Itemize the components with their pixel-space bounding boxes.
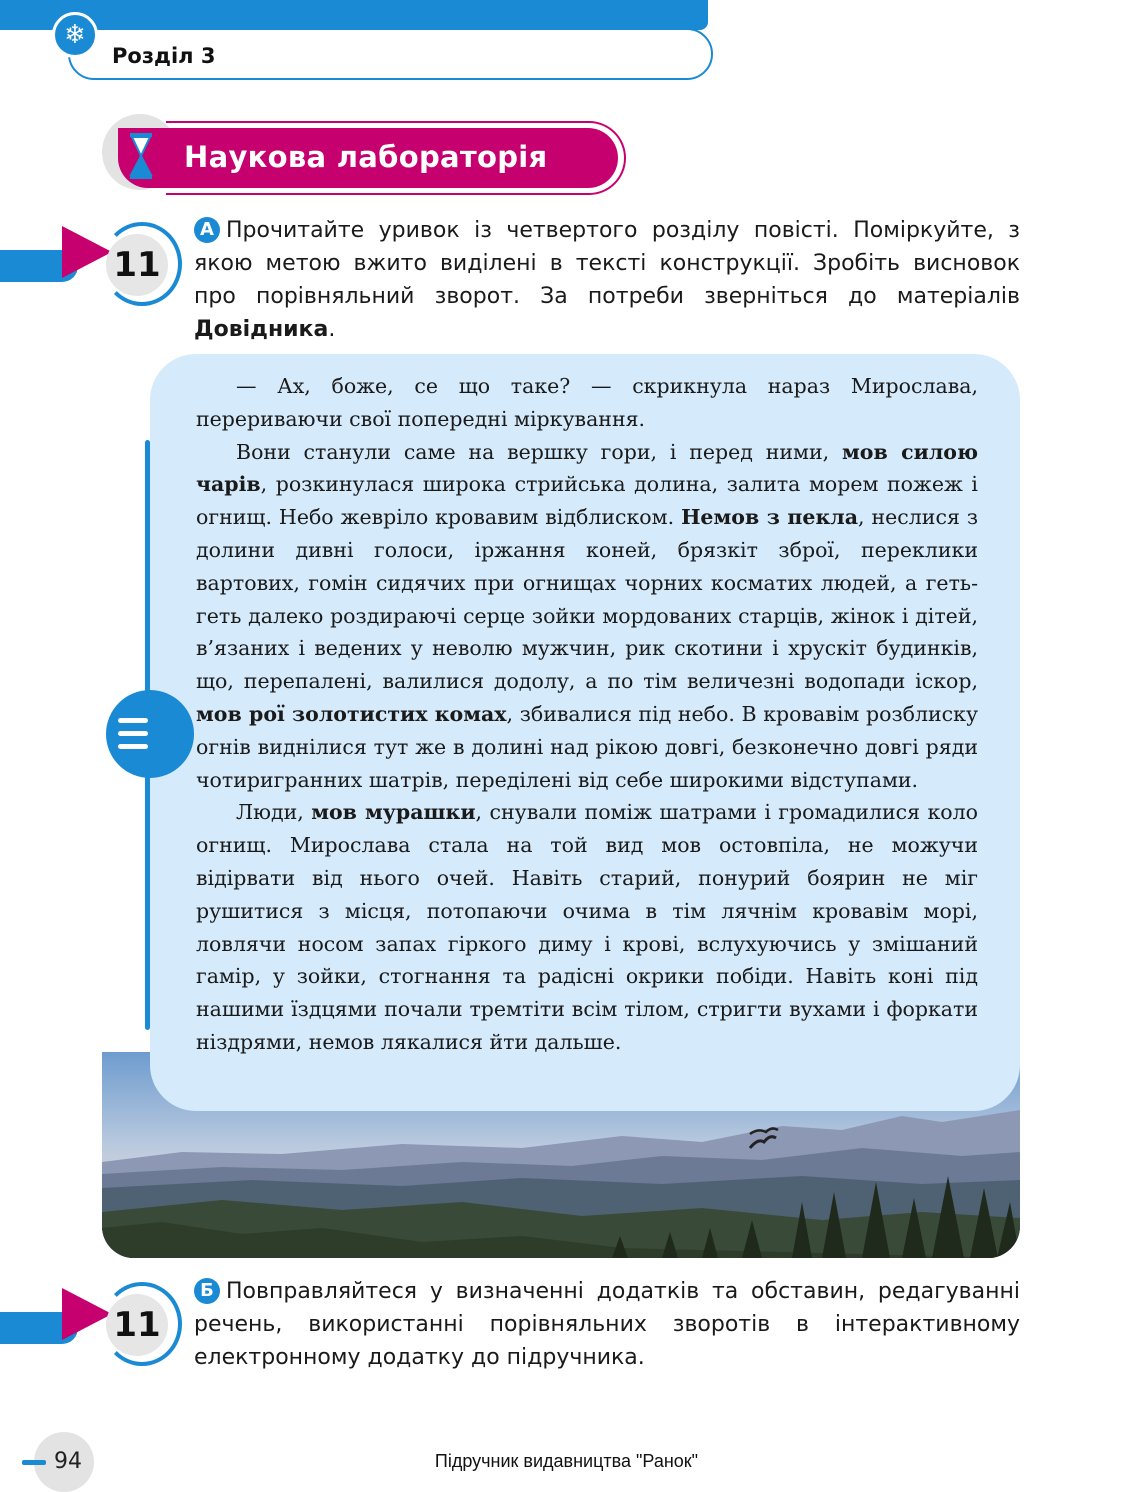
snowflake-icon: ❄ [52,12,98,58]
reading-text-segment: , неслися з долини дивні голоси, іржання коней, брязкіт зброї, переклики вартових, гомін сидячих при огнищах чорних косматих людей, а геть-геть далеко роздираючі серце зойки мордованих старців, жінок і дітей, в’язаних і ведених у неволю мужчин, рик скотини і хрускіт будинків, що, перепалені, валилися додолу, а по тім величезні водопади іскор, [196,505,979,694]
task-a-end: . [328,317,336,342]
highlighted-comparison: Немов з пекла [681,505,859,530]
task-a-number: 11 [106,234,168,296]
highlighted-comparison: мов мурашки [311,800,476,825]
hourglass-icon [118,125,162,185]
task-b-text [194,1275,1020,1374]
reading-paragraph-3 [196,796,978,1058]
reading-text-segment: Вони станули саме на вершку гори, і перед ними, [236,439,842,464]
task-b-instruction: Повправляйтеся у визначенні додатків та обставин, редагуванні речень, використанні порівняльних зворотів в інтерактивному електронному додатку до підручника. [194,1279,1020,1370]
task-a-instruction: Прочитайте уривок із четвертого розділу повісті. Поміркуйте, з якою метою вжито виділені в тексті конструкції. Зробіть висновок про порівняльний зворот. За потреби зверніться до матеріалів [194,218,1020,309]
menu-icon [104,688,196,780]
reading-text-segment: , збивалися під небо. В кровавім розблиску огнів виднілися тут же в долині над рікою довгі, безконечно довгі ряди чотиригранних шатрів, переділені від себе широкими відступами. [196,701,979,792]
publisher-footer: Підручник видавництва "Ранок" [434,1451,699,1471]
task-b-number: 11 [106,1294,168,1356]
task-a-reference: Довідника [194,317,329,342]
reading-text-segment: Люди, [236,800,312,825]
page-number: 94 [54,1449,82,1474]
reading-excerpt-box [150,354,1020,1111]
lab-title: Наукова лабораторія [184,140,548,174]
highlighted-comparison: мов силою чарів [196,439,978,497]
header-band [0,0,708,30]
reading-text-segment: , розкинулася широка стрийська долина, залита морем пожеж і огнищ. Небо жевріло кровавим відблиском. [196,472,978,530]
reading-paragraph-1: — Ах, боже, се що таке? — скрикнула нараз Мирослава, перериваючи свої попередні міркування. [196,374,978,431]
reading-excerpt [196,370,978,1059]
reading-text-segment: , снували поміж шатрами і громадилися коло огнищ. Мирослава стала на той вид мов остовпіла, не можучи відірвати від нього очей. Навіть старий, понурий боярин не міг рушитися з місця, потопаючи очима в тім лячнім кровавім морі, ловлячи носом запах гіркого диму і крові, вслухуючись у змішаний гамір, у зойки, стогнання та радісні окрики побіди. Навіть коні під нашими їздцями почали тремтіти всім тілом, стригти вухами і форкати ніздрями, немов лякалися йти дальше. [196,800,979,1054]
task-a-text [194,214,1020,346]
reading-paragraph-2 [196,436,978,797]
section-title: Розділ 3 [112,44,216,68]
highlighted-comparison: мов рої золотистих комах [196,701,507,726]
task-a-letter: А [194,217,220,243]
task-b-letter: Б [194,1278,220,1304]
